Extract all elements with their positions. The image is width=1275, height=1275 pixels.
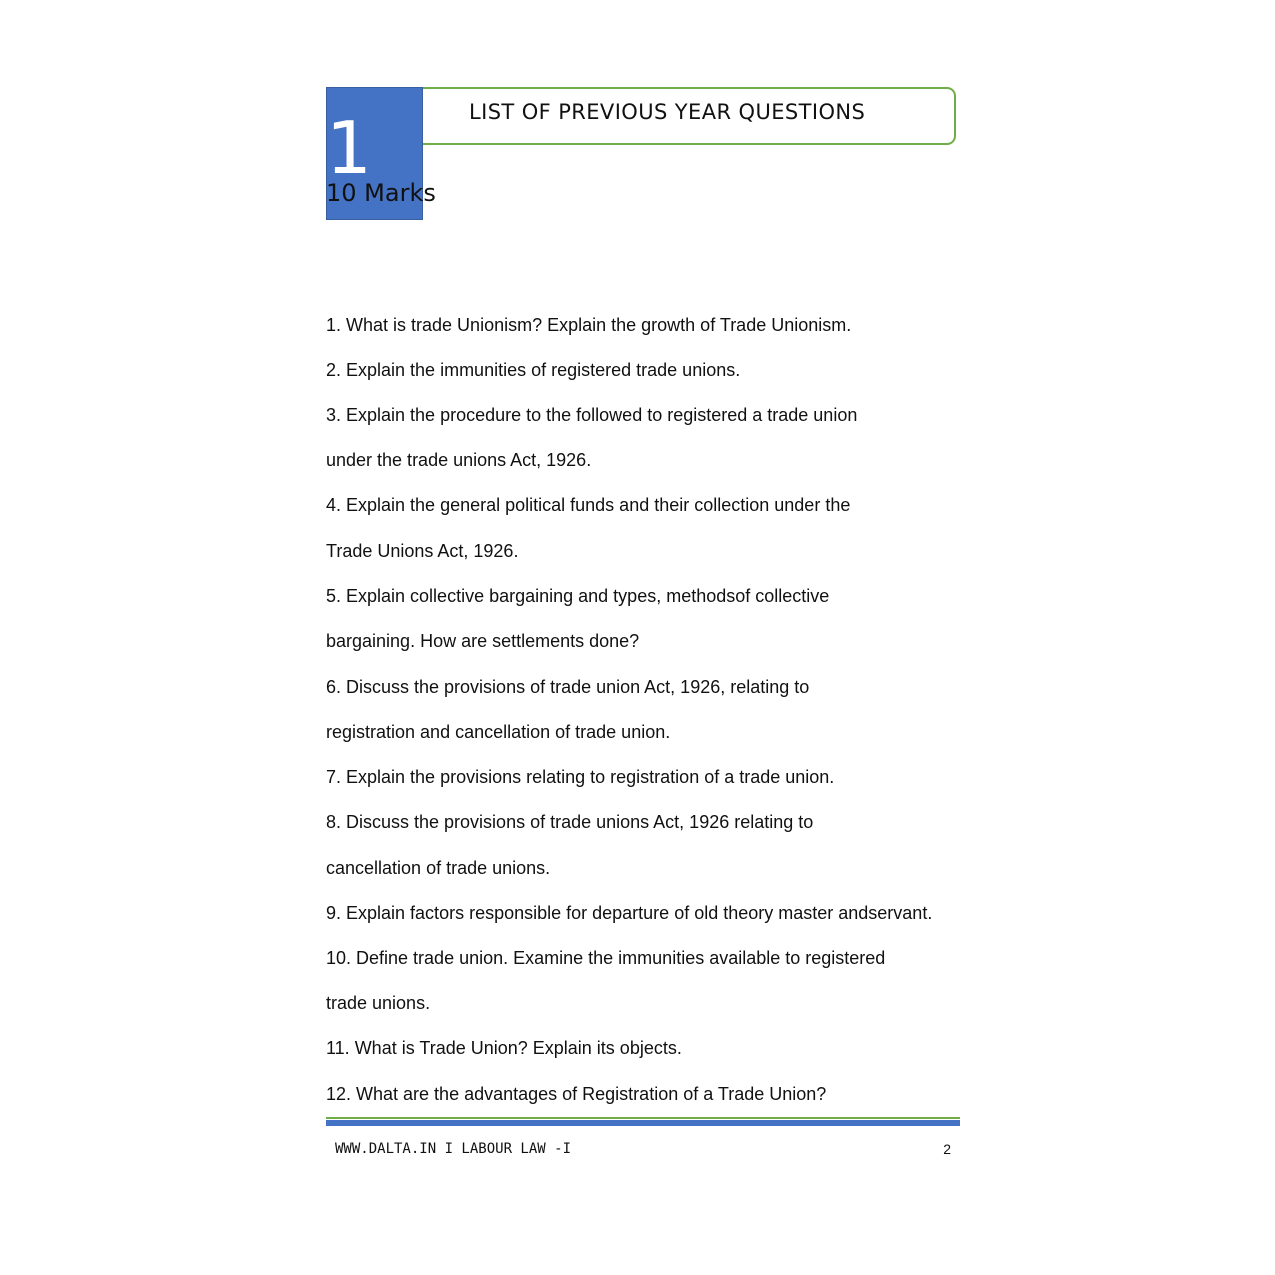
question-line: 7. Explain the provisions relating to registration of a trade union. [326, 767, 835, 787]
question-line: 1. What is trade Unionism? Explain the growth of Trade Unionism. [326, 315, 852, 335]
question-line: 9. Explain factors responsible for departure of old theory master andservant. [326, 903, 933, 923]
page-number: 2 [943, 1141, 951, 1157]
question-line: 10. Define trade union. Examine the immunities available to registered [326, 948, 886, 968]
question-line: 6. Discuss the provisions of trade union Act, 1926, relating to [326, 677, 810, 697]
question-line: under the trade unions Act, 1926. [326, 450, 592, 470]
question-line: bargaining. How are settlements done? [326, 631, 640, 651]
question-line: 8. Discuss the provisions of trade unions Act, 1926 relating to [326, 812, 814, 832]
question-line: 3. Explain the procedure to the followed to registered a trade union [326, 405, 858, 425]
question-line: Trade Unions Act, 1926. [326, 541, 519, 561]
question-line: cancellation of trade unions. [326, 858, 551, 878]
question-line: 2. Explain the immunities of registered trade unions. [326, 360, 741, 380]
question-line: 12. What are the advantages of Registration of a Trade Union? [326, 1084, 827, 1104]
footer-site-text: WWW.DALTA.IN I LABOUR LAW -I [335, 1141, 572, 1157]
chapter-number: 1 [326, 106, 372, 190]
question-line: 4. Explain the general political funds and their collection under the [326, 495, 851, 515]
footer-rule-green [326, 1117, 960, 1119]
chapter-subtitle: 10 Marks [326, 179, 436, 207]
question-line: trade unions. [326, 993, 431, 1013]
page-title: LIST OF PREVIOUS YEAR QUESTIONS [469, 100, 866, 124]
footer-rule-blue [326, 1120, 960, 1126]
question-line: 5. Explain collective bargaining and types, methodsof collective [326, 586, 830, 606]
question-line: registration and cancellation of trade union. [326, 722, 671, 742]
question-line: 11. What is Trade Union? Explain its objects. [326, 1038, 682, 1058]
